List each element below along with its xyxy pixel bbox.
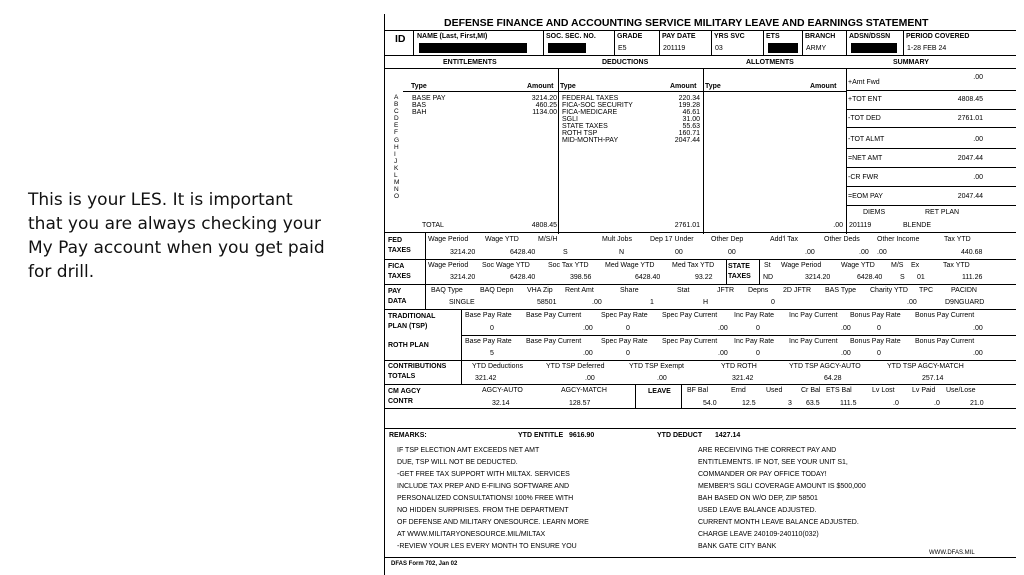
contrib-h-4: YTD ROTH <box>721 363 757 370</box>
roth-h-4: Spec Pay Current <box>662 338 718 345</box>
paydata-label-1: PAY <box>388 288 402 295</box>
period-label: PERIOD COVERED <box>906 33 970 40</box>
summary-label-7: =EOM PAY <box>848 193 883 200</box>
summary-value-1: .00 <box>973 74 983 81</box>
diems-label: DIEMS <box>863 209 886 216</box>
fed-h-2: Wage YTD <box>485 236 519 243</box>
state-v-4: S <box>900 274 905 281</box>
branch-label: BRANCH <box>805 33 836 40</box>
paydata-v-4: .00 <box>592 299 602 306</box>
tsp-h-2: Base Pay Current <box>526 312 582 319</box>
remark-right-2: ENTITLEMENTS. IF NOT, SEE YOUR UNIT S1, <box>698 459 848 466</box>
paydata-v-13: D9NGUARD <box>945 299 985 306</box>
adsn-label: ADSN/DSSN <box>849 33 891 40</box>
grade-value: E5 <box>618 45 627 52</box>
ded-amount-1: 220.34 <box>678 95 700 102</box>
tsp-h-3: Spec Pay Rate <box>601 312 648 319</box>
tsp-label-2: PLAN (TSP) <box>388 323 428 330</box>
remark-left-9: -REVIEW YOUR LES EVERY MONTH TO ENSURE YOU <box>397 543 577 550</box>
ytd-deduct-value: 1427.14 <box>715 432 741 439</box>
id-label: ID <box>395 33 406 45</box>
fed-h-3: M/S/H <box>538 236 558 243</box>
roth-h-6: Inc Pay Current <box>789 338 838 345</box>
fica-h-3: Soc Tax YTD <box>548 262 589 269</box>
allotments-heading: ALLOTMENTS <box>746 59 794 66</box>
allot-type-header: Type <box>705 83 721 90</box>
yrs-label: YRS SVC <box>714 33 745 40</box>
contrib-label-2: TOTALS <box>388 373 416 380</box>
yrs-value: 03 <box>715 45 723 52</box>
paydata-h-7: JFTR <box>717 287 735 294</box>
tsp-h-7: Bonus Pay Rate <box>850 312 901 319</box>
deductions-heading: DEDUCTIONS <box>602 59 649 66</box>
contrib-h-3: YTD TSP Exempt <box>629 363 684 370</box>
fed-h-6: Other Dep <box>711 236 744 243</box>
leave-label: LEAVE <box>648 388 671 395</box>
paydata-label-2: DATA <box>388 298 407 305</box>
fed-v-9: .00 <box>877 249 887 256</box>
total-allotments: .00 <box>833 222 843 229</box>
diems-value: 201119 <box>849 222 872 229</box>
roth-h-8: Bonus Pay Current <box>915 338 975 345</box>
contrib-h-2: YTD TSP Deferred <box>546 363 605 370</box>
remark-left-2: DUE, TSP WILL NOT BE DEDUCTED. <box>397 459 518 466</box>
remark-right-5: BAH BASED ON W/O DEP, ZIP 58501 <box>698 495 818 502</box>
remark-left-3: -GET FREE TAX SUPPORT WITH MILTAX. SERVICES <box>397 471 570 478</box>
leave-v-3: 3 <box>788 400 792 407</box>
state-v-5: 01 <box>917 274 925 281</box>
tsp-v-6: .00 <box>841 325 851 332</box>
tsp-h-6: Inc Pay Current <box>789 312 838 319</box>
ded-type-2: FICA-SOC SECURITY <box>562 102 633 109</box>
contrib-v-6: 257.14 <box>922 375 944 382</box>
ent-type-1: BASE PAY <box>412 95 446 102</box>
cm-label-2: CONTR <box>388 398 413 405</box>
state-v-6: 111.26 <box>962 274 983 281</box>
leave-v-7: .0 <box>934 400 940 407</box>
tsp-v-8: .00 <box>973 325 983 332</box>
summary-value-6: .00 <box>973 174 983 181</box>
fed-v-4: N <box>619 249 625 256</box>
total-entitlements: 4808.45 <box>531 222 557 229</box>
summary-label-5: =NET AMT <box>848 155 883 162</box>
roth-v-6: .00 <box>841 350 851 357</box>
state-h-6: Tax YTD <box>943 262 970 269</box>
period-value: 1-28 FEB 24 <box>907 45 947 52</box>
leave-h-3: Used <box>766 387 783 394</box>
ded-amount-7: 2047.44 <box>674 137 700 144</box>
remark-left-6: NO HIDDEN SURPRISES. FROM THE DEPARTMENT <box>397 507 569 514</box>
ded-amount-4: 31.00 <box>682 116 700 123</box>
leave-v-1: 54.0 <box>703 400 717 407</box>
remark-left-8: AT WWW.MILITARYONESOURCE.MIL/MILTAX <box>397 531 546 538</box>
leave-h-1: BF Bal <box>687 387 709 394</box>
ent-amount-header: Amount <box>527 83 554 90</box>
fica-h-1: Wage Period <box>428 262 469 269</box>
entitlements-heading: ENTITLEMENTS <box>443 59 497 66</box>
fica-h-2: Soc Wage YTD <box>482 262 530 269</box>
remark-right-3: COMMANDER OR PAY OFFICE TODAY! <box>698 471 827 478</box>
fed-h-5: Dep 17 Under <box>650 236 694 243</box>
fed-v-1: 3214.20 <box>450 249 476 256</box>
leave-h-8: Use/Lose <box>946 387 976 394</box>
contrib-label-1: CONTRIBUTIONS <box>388 363 447 370</box>
state-v-3: 6428.40 <box>857 274 883 281</box>
remark-right-8: CHARGE LEAVE 240109-240110(032) <box>698 531 819 538</box>
dfas-website: WWW.DFAS.MIL <box>929 550 975 556</box>
leave-h-6: Lv Lost <box>872 387 895 394</box>
paydata-h-4: Rent Amt <box>565 287 594 294</box>
tsp-h-8: Bonus Pay Current <box>915 312 975 319</box>
summary-value-5: 2047.44 <box>957 155 983 162</box>
paydata-h-2: BAQ Depn <box>480 287 514 294</box>
fed-label-2: TAXES <box>388 247 411 254</box>
retplan-label: RET PLAN <box>925 209 960 216</box>
paydata-v-11: .00 <box>907 299 917 306</box>
paydata-v-1: SINGLE <box>449 299 475 306</box>
paydate-value: 201119 <box>663 45 686 52</box>
remark-right-1: ARE RECEIVING THE CORRECT PAY AND <box>698 447 837 454</box>
adsn-redaction <box>851 43 897 53</box>
paydata-h-11: Charity YTD <box>870 287 908 294</box>
paydata-v-6: H <box>703 299 709 306</box>
roth-v-3: 0 <box>626 350 630 357</box>
roth-h-3: Spec Pay Rate <box>601 338 648 345</box>
cm-h-1: AGCY-AUTO <box>482 387 523 394</box>
state-h-5: Ex <box>911 262 920 269</box>
slide-caption: This is your LES. It is important that you are always checking your My Pay account when you get paid for drill. <box>28 190 325 282</box>
ded-type-header: Type <box>560 83 576 90</box>
fed-h-7: Add'l Tax <box>770 236 799 243</box>
ent-type-header: Type <box>411 83 427 90</box>
tsp-label-1: TRADITIONAL <box>388 313 436 320</box>
roth-v-8: .00 <box>973 350 983 357</box>
les-title: DEFENSE FINANCE AND ACCOUNTING SERVICE MILITARY LEAVE AND EARNINGS STATEMENT <box>444 17 929 29</box>
roth-v-7: 0 <box>877 350 881 357</box>
fica-h-5: Med Tax YTD <box>672 262 715 269</box>
remark-left-4: INCLUDE TAX PREP AND E-FILING SOFTWARE AND <box>397 483 570 490</box>
ded-amount-3: 46.61 <box>682 109 700 116</box>
leave-h-7: Lv Paid <box>912 387 936 394</box>
remark-right-7: CURRENT MONTH LEAVE BALANCE ADJUSTED. <box>698 519 859 526</box>
roth-h-5: Inc Pay Rate <box>734 338 775 345</box>
paydata-h-6: Stat <box>677 287 690 294</box>
paydata-v-3: 58501 <box>537 299 557 306</box>
paydata-v-5: 1 <box>650 299 654 306</box>
fed-v-5: 00 <box>675 249 683 256</box>
fed-v-6: 00 <box>728 249 736 256</box>
ded-type-7: MID-MONTH-PAY <box>562 137 619 144</box>
fed-v-8: .00 <box>859 249 869 256</box>
contrib-h-1: YTD Deductions <box>472 363 523 370</box>
remark-right-9: BANK GATE CITY BANK <box>698 543 777 550</box>
ytd-entitle-value: 9616.90 <box>569 432 595 439</box>
branch-value: ARMY <box>806 45 827 52</box>
fica-v-2: 6428.40 <box>510 274 536 281</box>
summary-value-4: .00 <box>973 136 983 143</box>
ded-type-1: FEDERAL TAXES <box>562 95 619 102</box>
cm-label-1: CM AGCY <box>388 388 421 395</box>
ded-type-6: ROTH TSP <box>562 130 598 137</box>
contrib-h-5: YTD TSP AGCY-AUTO <box>789 363 861 370</box>
remark-right-6: USED LEAVE BALANCE ADJUSTED. <box>698 507 817 514</box>
roth-v-5: 0 <box>756 350 760 357</box>
fed-h-10: Tax YTD <box>944 236 971 243</box>
roth-label: ROTH PLAN <box>388 342 429 349</box>
cm-v-1: 32.14 <box>492 400 510 407</box>
ded-type-3: FICA-MEDICARE <box>562 109 618 116</box>
ets-label: ETS <box>766 33 780 40</box>
fed-h-1: Wage Period <box>428 236 469 243</box>
les-document <box>384 14 1016 575</box>
ent-amount-2: 460.25 <box>535 102 557 109</box>
paydata-h-13: PACIDN <box>951 287 977 294</box>
fica-v-5: 93.22 <box>695 274 713 281</box>
ded-type-5: STATE TAXES <box>562 123 608 130</box>
contrib-v-4: 321.42 <box>732 375 754 382</box>
paydata-h-3: VHA Zip <box>527 287 553 294</box>
summary-label-6: -CR FWR <box>848 174 879 181</box>
ent-amount-1: 3214.20 <box>531 95 557 102</box>
tsp-v-3: 0 <box>626 325 630 332</box>
roth-v-1: 5 <box>490 350 494 357</box>
cm-v-2: 128.57 <box>569 400 591 407</box>
paydata-h-10: BAS Type <box>825 287 857 294</box>
paydate-label: PAY DATE <box>662 33 696 40</box>
fed-label-1: FED <box>388 237 402 244</box>
tsp-v-4: .00 <box>718 325 728 332</box>
paydata-h-1: BAQ Type <box>431 287 463 294</box>
contrib-v-3: .00 <box>657 375 667 382</box>
remark-left-7: OF DEFENSE AND MILITARY ONESOURCE. LEARN MORE <box>397 519 589 526</box>
fed-h-8: Other Deds <box>824 236 860 243</box>
state-label-2: TAXES <box>728 273 751 280</box>
allot-amount-header: Amount <box>810 83 837 90</box>
total-label: TOTAL <box>422 222 444 229</box>
name-redaction <box>419 43 527 53</box>
name-label: NAME (Last, First,MI) <box>417 33 488 40</box>
state-h-3: Wage YTD <box>841 262 875 269</box>
roth-h-2: Base Pay Current <box>526 338 582 345</box>
ssn-redaction <box>548 43 586 53</box>
ets-redaction <box>768 43 798 53</box>
leave-v-5: 111.5 <box>840 400 857 407</box>
ent-amount-3: 1134.00 <box>532 109 557 116</box>
fica-h-4: Med Wage YTD <box>605 262 655 269</box>
summary-value-2: 4808.45 <box>957 96 983 103</box>
fica-v-4: 6428.40 <box>635 274 661 281</box>
leave-v-8: 21.0 <box>970 400 984 407</box>
summary-heading: SUMMARY <box>893 59 929 66</box>
leave-v-2: 12.5 <box>742 400 756 407</box>
state-h-1: St <box>764 262 771 269</box>
roth-v-4: .00 <box>718 350 728 357</box>
state-h-2: Wage Period <box>781 262 822 269</box>
contrib-v-5: 64.28 <box>824 375 842 382</box>
fed-v-7: .00 <box>805 249 815 256</box>
tsp-h-5: Inc Pay Rate <box>734 312 775 319</box>
summary-label-3: -TOT DED <box>848 115 881 122</box>
remark-left-5: PERSONALIZED CONSULTATIONS! 100% FREE WITH <box>397 495 574 502</box>
ded-amount-2: 199.28 <box>678 102 700 109</box>
ded-amount-5: 55.63 <box>682 123 700 130</box>
fed-h-9: Other Income <box>877 236 920 243</box>
ent-type-2: BAS <box>412 102 427 109</box>
form-number: DFAS Form 702, Jan 02 <box>391 561 458 567</box>
roth-h-7: Bonus Pay Rate <box>850 338 901 345</box>
contrib-h-6: YTD TSP AGCY-MATCH <box>887 363 964 370</box>
contrib-v-1: 321.42 <box>475 375 497 382</box>
cm-h-2: AGCY-MATCH <box>561 387 607 394</box>
summary-value-3: 2761.01 <box>957 115 983 122</box>
paydata-h-8: Depns <box>748 287 769 294</box>
fica-v-3: 398.56 <box>570 274 592 281</box>
leave-h-5: ETS Bal <box>826 387 852 394</box>
fed-v-3: S <box>563 249 568 256</box>
tsp-v-2: .00 <box>583 325 593 332</box>
leave-h-4: Cr Bal <box>801 387 821 394</box>
total-deductions: 2761.01 <box>674 222 700 229</box>
fed-h-4: Mult Jobs <box>602 236 632 243</box>
tsp-v-1: 0 <box>490 325 494 332</box>
summary-label-2: +TOT ENT <box>848 96 882 103</box>
retplan-value: BLENDE <box>903 222 932 229</box>
state-v-2: 3214.20 <box>805 274 831 281</box>
leave-v-6: .0 <box>893 400 899 407</box>
fed-v-2: 6428.40 <box>510 249 536 256</box>
summary-label-4: -TOT ALMT <box>848 136 885 143</box>
paydata-h-9: 2D JFTR <box>783 287 811 294</box>
contrib-v-2: .00 <box>585 375 595 382</box>
ytd-entitle-label: YTD ENTITLE <box>518 432 564 439</box>
roth-h-1: Base Pay Rate <box>465 338 512 345</box>
tsp-v-5: 0 <box>756 325 760 332</box>
ytd-deduct-label: YTD DEDUCT <box>657 432 703 439</box>
fed-v-10: 440.68 <box>961 249 983 256</box>
paydata-v-8: 0 <box>771 299 775 306</box>
remark-left-1: IF TSP ELECTION AMT EXCEEDS NET AMT <box>397 447 540 454</box>
tsp-h-1: Base Pay Rate <box>465 312 512 319</box>
ent-type-3: BAH <box>412 109 427 116</box>
grade-label: GRADE <box>617 33 643 40</box>
ded-type-4: SGLI <box>562 116 578 123</box>
row-letters: A B C D E F G H I J K L M N O <box>394 94 400 201</box>
state-label-1: STATE <box>728 263 750 270</box>
remark-right-4: MEMBER'S SGLI COVERAGE AMOUNT IS $500,000 <box>698 483 866 490</box>
remarks-label: REMARKS: <box>389 432 427 439</box>
leave-v-4: 63.5 <box>806 400 820 407</box>
leave-h-2: Ernd <box>731 387 746 394</box>
roth-v-2: .00 <box>583 350 593 357</box>
paydata-h-5: Share <box>620 287 639 294</box>
fica-label-2: TAXES <box>388 273 411 280</box>
state-v-1: ND <box>763 274 774 281</box>
summary-value-7: 2047.44 <box>957 193 983 200</box>
tsp-h-4: Spec Pay Current <box>662 312 718 319</box>
summary-label-1: +Amt Fwd <box>848 79 880 86</box>
tsp-v-7: 0 <box>877 325 881 332</box>
fica-v-1: 3214.20 <box>450 274 476 281</box>
state-h-4: M/S <box>891 262 904 269</box>
ded-amount-6: 160.71 <box>678 130 700 137</box>
fica-label-1: FICA <box>388 263 405 270</box>
paydata-h-12: TPC <box>919 287 933 294</box>
ssn-label: SOC. SEC. NO. <box>546 33 596 40</box>
ded-amount-header: Amount <box>670 83 697 90</box>
